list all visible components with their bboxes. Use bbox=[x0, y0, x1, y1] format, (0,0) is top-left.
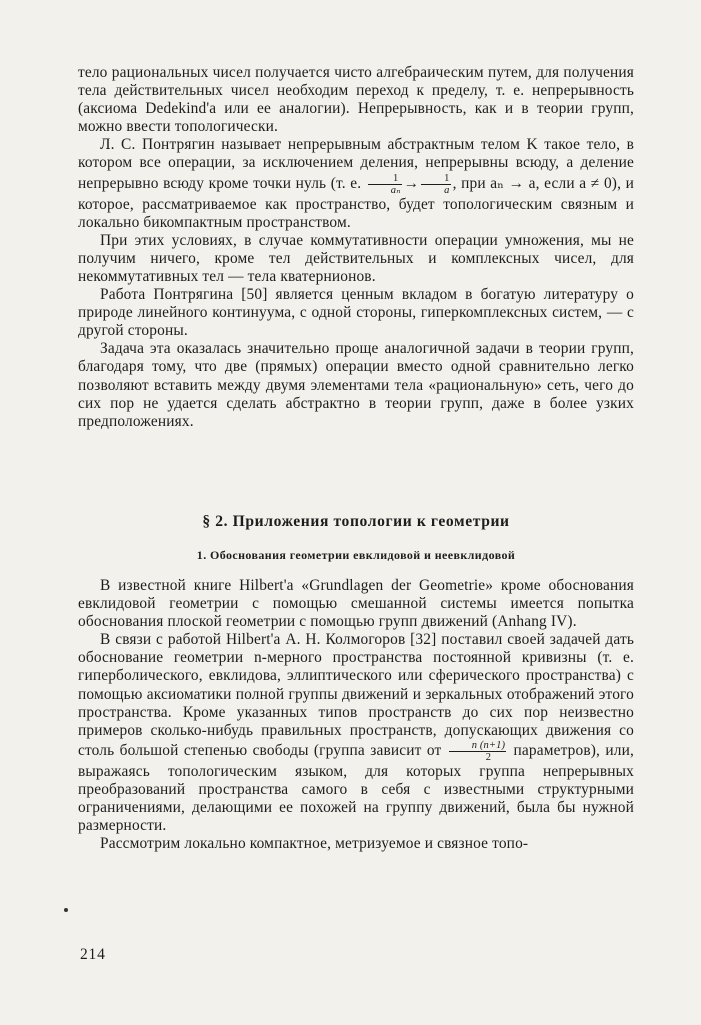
paragraph bbox=[78, 136, 634, 231]
paragraph: Задача эта оказалась значительно проще аналогичной задачи в теории групп, благодаря тому, что две (прямых) операции вместо одной сравнительно легко позволяют вставить между двумя элементами тела «рациональную» сеть, чего до сих пор не удается сделать абстрактно в теории групп, даже в более узких предположениях. bbox=[78, 340, 634, 430]
fraction: $\frac{n (n+1)}{2}$ bbox=[449, 740, 507, 763]
paragraph-text: параметров), или, выражаясь топологическим языком, для которых группа непрерывных преобразований пространства самого в себя с известными структурными ограничениями, делающими ее похожей на группу движений, была бы нужной размерности. bbox=[78, 741, 634, 835]
paragraph bbox=[78, 631, 634, 835]
fraction: $\frac{1}{\text{aₙ}}$ bbox=[368, 173, 402, 196]
body-text-top bbox=[78, 64, 634, 431]
paragraph-text: Л. С. Понтрягин называет непрерывным абстрактным телом K такое тело, в котором все операции, за исключением деления, непрерывны всюду, а деление непрерывно всюду кроме точки нуль (т. е. bbox=[78, 136, 634, 192]
paragraph-text: В связи с работой Hilbert'а А. Н. Колмогоров [32] поставил своей задачей дать обоснование геометрии n-мерного пространства постоянной кривизны (т. е. гиперболического, евклидова, эллиптического или сферического пространства) с помощью аксиоматики полной группы движений и зеркальных отображений этого пространства. Кроме указанных типов пространств до сих пор неизвестно примеров сколько-нибудь правильных пространств, допускающих движения со столь большой степенью свободы (группа зависит от bbox=[78, 631, 634, 759]
paragraph: тело рациональных чисел получается чисто алгебраическим путем, для получения тела действительных чисел необходим переход к пределу, т. е. непрерывность (аксиома Dedekind'а или ее аналогии). Непрерывность, как и в теории групп, можно ввести топологически. bbox=[78, 64, 634, 136]
paragraph-text: , при aₙ → a, если a ≠ 0), и которое, рассматриваемое как пространство, будет топологическим связным и локально бикомпактным пространством. bbox=[78, 174, 634, 231]
page-number: 214 bbox=[80, 946, 106, 963]
body-text-bottom bbox=[78, 577, 634, 853]
paragraph: Рассмотрим локально компактное, метризуемое и связное топо- bbox=[100, 835, 529, 853]
subsection-heading: 1. Обоснования геометрии евклидовой и неевклидовой bbox=[196, 548, 516, 562]
paragraph: Работа Понтрягина [50] является ценным вкладом в богатую литературу о природе линейного континуума, с одной стороны, гиперкомплексных систем, — с другой стороны. bbox=[78, 286, 634, 340]
arrow-symbol: → bbox=[403, 174, 420, 192]
section-heading: § 2. Приложения топологии к геометрии bbox=[202, 513, 510, 530]
fraction: $\frac{1}{a}$ bbox=[421, 173, 450, 196]
paragraph: В известной книге Hilbert'а «Grundlagen der Geometrie» кроме обоснования евклидовой геометрии с помощью смешанной системы имеется попытка обоснования плоской геометрии с помощью групп движений (Anhang IV). bbox=[78, 577, 634, 631]
paragraph: При этих условиях, в случае коммутативности операции умножения, мы не получим ничего, кроме тел действительных и комплексных чисел, для некоммутативных тел — тела кватернионов. bbox=[78, 231, 634, 285]
margin-mark bbox=[64, 908, 68, 912]
